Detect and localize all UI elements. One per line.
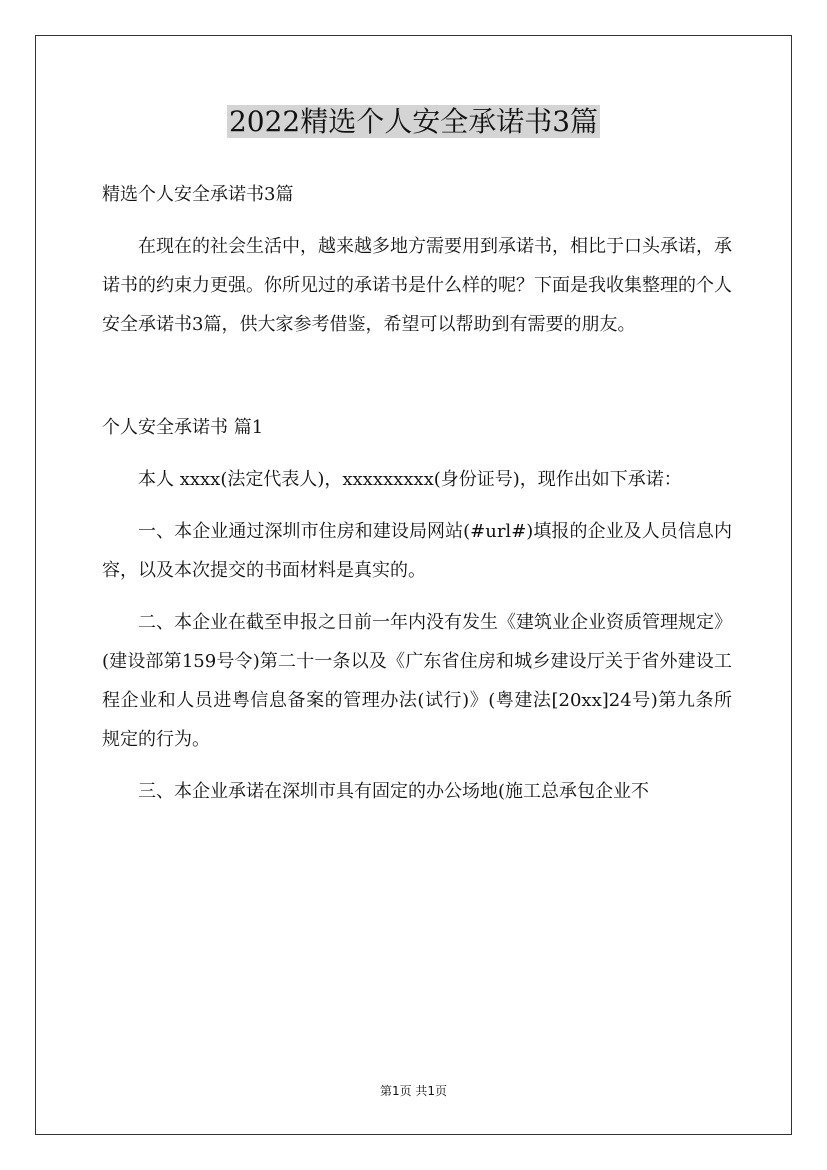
body-paragraph-4: 三、本企业承诺在深圳市具有固定的办公场地(施工总承包企业不 <box>138 781 650 802</box>
intro-paragraph: 在现在的社会生活中，越来越多地方需要用到承诺书，相比于口头承诺，承诺书的约束力更强。你所见过的承诺书是什么样的呢？下面是我收集整理的个人安全承诺书3篇，供大家参考借鉴，希望可以帮助到有需要的朋友。 <box>102 236 732 335</box>
section-heading: 个人安全承诺书 篇1 <box>102 417 264 438</box>
body-paragraph-3: 二、本企业在截至申报之日前一年内没有发生《建筑业企业资质管理规定》(建设部第159号令)第二十一条以及《广东省住房和城乡建设厅关于省外建设工程企业和人员进粤信息备案的管理办法(试行)》(粤建法[20xx]24号)第九条所规定的行为。 <box>102 612 732 750</box>
body-paragraph-1: 本人 xxxx(法定代表人)，xxxxxxxxx(身份证号)，现作出如下承诺： <box>138 469 682 490</box>
document-title-text: 2022精选个人安全承诺书3篇 <box>228 105 599 138</box>
document-body <box>102 175 732 811</box>
page-footer: 第1页 共1页 <box>379 1084 448 1098</box>
body-paragraph-2: 一、本企业通过深圳市住房和建设局网站(#url#)填报的企业及人员信息内容，以及本次提交的书面材料是真实的。 <box>102 521 732 581</box>
document-title <box>0 100 827 144</box>
document-subtitle: 精选个人安全承诺书3篇 <box>102 184 294 205</box>
